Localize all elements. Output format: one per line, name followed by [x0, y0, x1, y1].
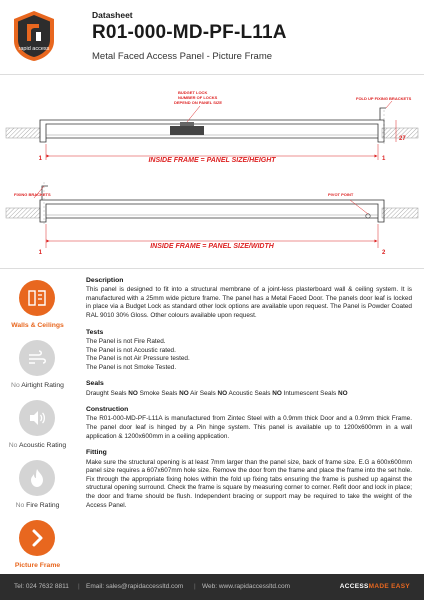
callout-lock-line2: NUMBER OF LOCKS [178, 95, 218, 100]
feature-acoustic-rating: No Acoustic Rating [8, 442, 67, 449]
callout-fold-brackets: FOLD UP FIXING BRACKETS [356, 96, 412, 101]
product-subtitle: Metal Faced Access Panel - Picture Frame [92, 51, 273, 62]
datasheet-label: Datasheet [92, 10, 133, 20]
seal-air: Air Seals [190, 389, 216, 397]
section-height-view [6, 90, 418, 164]
seal-air-value: NO [217, 389, 228, 397]
drawing-divider [0, 268, 424, 269]
product-code: R01-000-MD-PF-L11A [92, 22, 287, 43]
flame-icon [19, 460, 55, 496]
marker-1-left: 1 [38, 156, 42, 162]
test-smoke: The Panel is not Smoke Tested. [86, 363, 177, 371]
marker-1-bottom: 1 [38, 250, 42, 256]
seal-smoke-value: NO [179, 389, 189, 397]
construction-text: The R01-000-MD-PF-L11A is manufactured from Zintec Steel with a 0.9mm thick Door and a 0.9mm thick Frame. The panel door leaf is hinged by a Pin hinge system. This panel is available up to 1200x600mm in a wall application & 1200x600mm in a ceiling application. [86, 415, 412, 440]
feature-airtight-rating: No Airtight Rating [11, 382, 64, 389]
header-divider [0, 74, 424, 75]
footer-website[interactable]: Web: www.rapidaccessltd.com [202, 583, 291, 590]
fitting-heading: Fitting [86, 449, 107, 457]
company-logo [12, 10, 56, 62]
datasheet-content [86, 276, 412, 510]
dimension-27: 27 [399, 136, 406, 142]
feature-walls-ceilings: Walls & Ceilings [11, 322, 64, 329]
seals-heading: Seals [86, 380, 104, 388]
footer-sep-1: | [78, 583, 80, 590]
dim-label-width: INSIDE FRAME = PANEL SIZE/WIDTH [150, 243, 274, 250]
seal-draught: Draught Seals [86, 389, 127, 397]
footer-email[interactable]: Email: sales@rapidaccessltd.com [86, 583, 184, 590]
speaker-icon [19, 400, 55, 436]
seal-acoustic: Acoustic Seals [228, 389, 271, 397]
feature-fire-rating: No Fire Rating [15, 502, 60, 509]
tests-heading: Tests [86, 328, 104, 336]
footer-sep-2: | [194, 583, 196, 590]
description-heading: Description [86, 277, 124, 284]
marker-1-right: 1 [382, 156, 386, 162]
seals-list [86, 390, 412, 399]
footer-tagline: ACCESSMADE EASY [339, 583, 410, 590]
section-width-view [6, 182, 418, 256]
airflow-icon [19, 340, 55, 376]
seal-draught-value: NO [128, 389, 138, 397]
technical-drawing [0, 78, 424, 268]
construction-heading: Construction [86, 406, 129, 414]
logo-wordmark: rapid access [18, 46, 50, 52]
seal-intumescent: Intumescent Seals [283, 389, 337, 397]
footer-bar [0, 574, 424, 600]
footer-telephone: Tel: 024 7632 8811 [14, 583, 69, 590]
description-text: This panel is designed to fit into a structural membrane of a joint-less plasterboard wall & ceiling system. It is manufactured with a 25mm wide picture frame. The panel has a Metal Faced Door. The panels door leaf is locked in place via a Budget Lock as standard other lock options are available upon request. The Panel is Powder Coated RAL 9010 30% Gloss. Other colours available upon request. [86, 286, 412, 320]
callout-pivot-point: PIVOT POINT [328, 192, 354, 197]
callout-lock-line1: BUDGET LOCK [178, 90, 208, 95]
marker-2-bottom: 2 [382, 250, 386, 256]
fitting-text: Make sure the structural opening is at least 7mm larger than the panel size, back of frame size. E.G a 600x600mm panel size requires a 607x607mm hole size. Remove the door from the frame and place the frame into the set hole. Fix through the appropriate fixing holes within the fold up fixing tabs ensuring the frame is pushed up against the structural opening surround. Check the frame is square by measuring corner to corner. Refit door and lock in place; the door and frame should be flush. Independent bracing or support may be required to take the weight of the Access Panel. [86, 458, 412, 509]
seal-smoke: Smoke Seals [139, 389, 178, 397]
test-air-pressure: The Panel is not Air Pressure tested. [86, 355, 190, 363]
callout-fixing-brackets: FIXING BRACKETS [14, 192, 51, 197]
callout-lock-line3: DEPEND ON PANEL SIZE [174, 100, 223, 105]
test-acoustic: The Panel is not Acoustic rated. [86, 346, 176, 354]
seal-acoustic-value: NO [272, 389, 282, 397]
walls-ceilings-icon [19, 280, 55, 316]
seal-intumescent-value: NO [337, 389, 348, 397]
feature-sidebar [0, 276, 72, 572]
chevron-right-icon [19, 520, 55, 556]
feature-picture-frame: Picture Frame [14, 562, 61, 569]
dim-label-height: INSIDE FRAME = PANEL SIZE/HEIGHT [148, 157, 276, 164]
test-fire: The Panel is not Fire Rated. [86, 337, 166, 345]
